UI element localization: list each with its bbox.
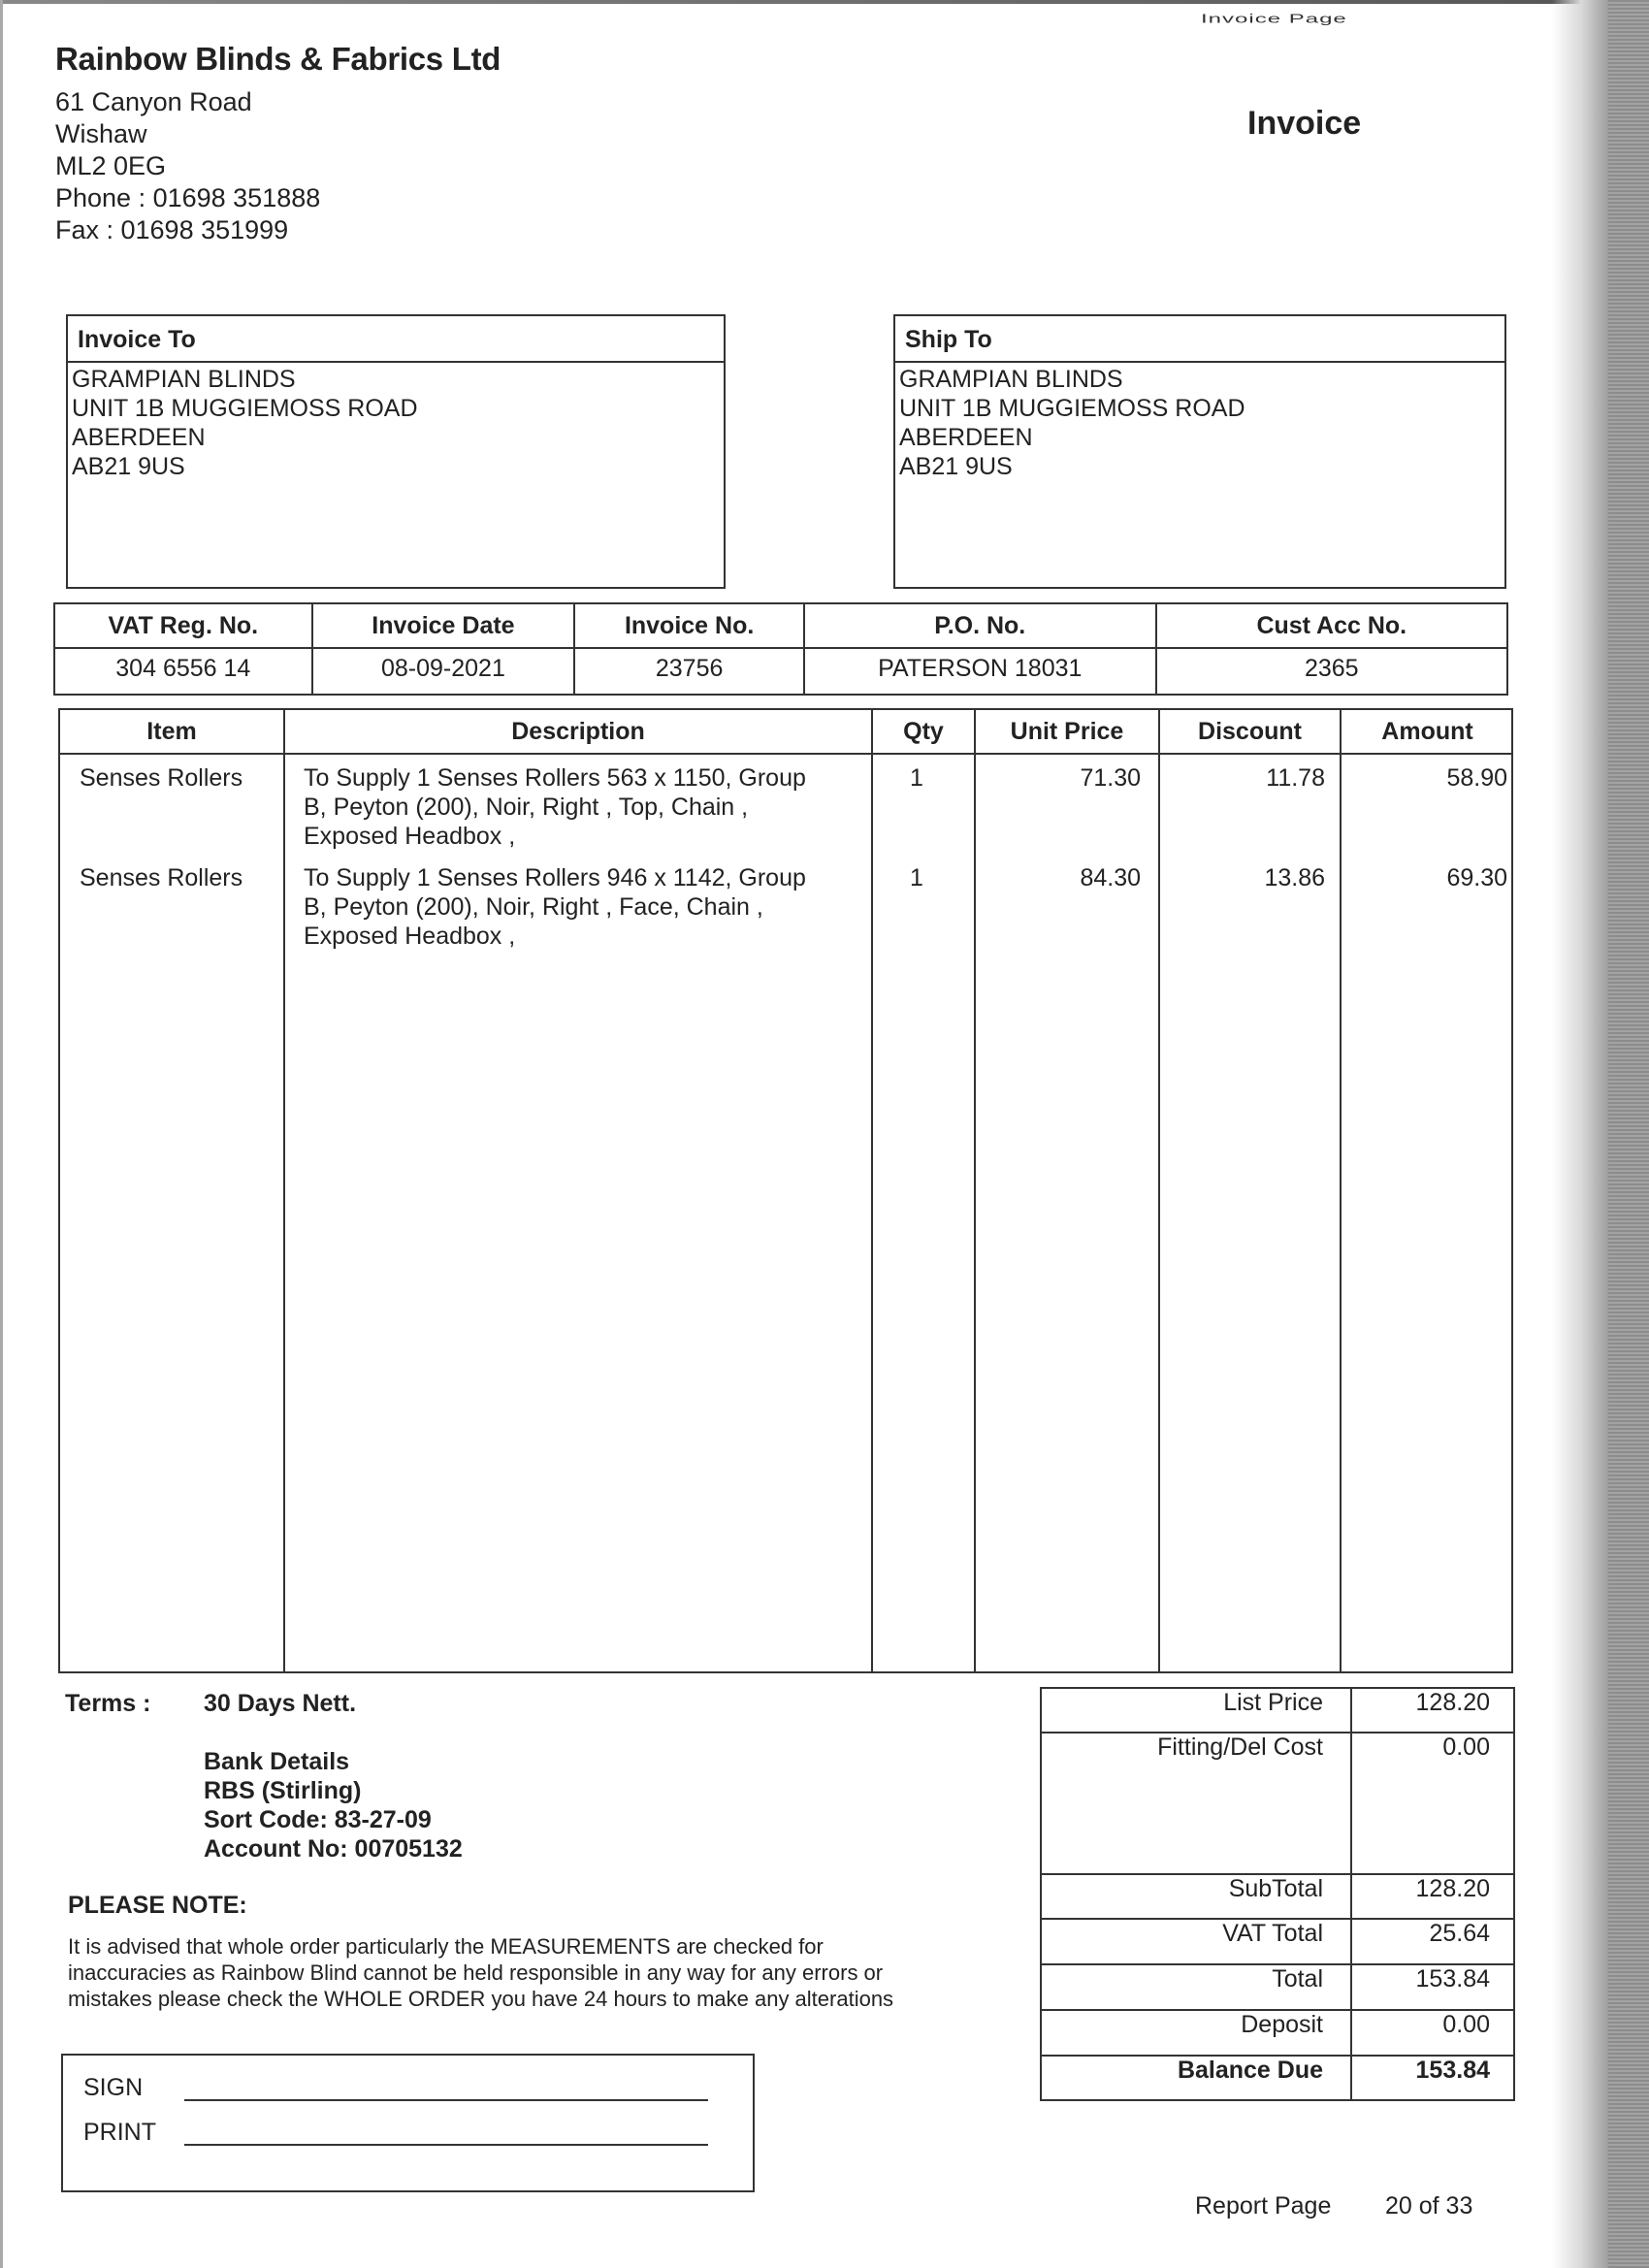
ship-to-line: AB21 9US xyxy=(899,453,1013,480)
subtotal-label: SubTotal xyxy=(1228,1875,1323,1902)
bank-details-heading: Bank Details xyxy=(204,1748,350,1775)
document-title: Invoice xyxy=(1247,105,1362,142)
totals-row-subtotal xyxy=(1040,1873,1515,1920)
totals-row-fitting xyxy=(1040,1733,1515,1875)
invoice-to-box xyxy=(66,314,726,589)
description-line: To Supply 1 Senses Rollers 563 x 1150, Group xyxy=(304,764,806,792)
description-line: To Supply 1 Senses Rollers 946 x 1142, Group xyxy=(304,864,806,891)
fitting-label: Fitting/Del Cost xyxy=(1157,1733,1323,1761)
totals-row-balance-due xyxy=(1040,2057,1515,2101)
company-fax: Fax : 01698 351999 xyxy=(55,215,289,244)
balance-due-value: 153.84 xyxy=(1415,2057,1490,2084)
ship-to-line: UNIT 1B MUGGIEMOSS ROAD xyxy=(899,395,1245,422)
vat-total-value: 25.64 xyxy=(1429,1920,1490,1947)
description-line: Exposed Headbox , xyxy=(304,923,516,950)
deposit-value: 0.00 xyxy=(1442,2011,1490,2038)
vat-reg-no: 304 6556 14 xyxy=(54,648,312,695)
item-unit-price: 84.30 xyxy=(1080,864,1141,891)
deposit-label: Deposit xyxy=(1241,2011,1323,2038)
scan-edge-right xyxy=(1608,0,1649,2268)
totals-row-deposit xyxy=(1040,2011,1515,2057)
list-price-value: 128.20 xyxy=(1415,1689,1490,1716)
vat-total-label: VAT Total xyxy=(1222,1920,1323,1947)
item-name: Senses Rollers xyxy=(80,764,243,792)
meta-header-invoice-no: Invoice No. xyxy=(574,603,804,648)
totals-row-total xyxy=(1040,1965,1515,2011)
item-amount: 69.30 xyxy=(1446,864,1507,891)
totals-divider xyxy=(1350,1965,1352,2009)
totals-divider xyxy=(1350,1689,1352,1732)
please-note-heading: PLEASE NOTE: xyxy=(68,1892,247,1919)
header-amount: Amount xyxy=(1381,718,1473,745)
note-line: inaccuracies as Rainbow Blind cannot be held responsible in any way for any errors or xyxy=(68,1960,884,1985)
invoice-meta-table xyxy=(53,602,1508,696)
header-item: Item xyxy=(146,718,197,745)
report-page-label: Report Page xyxy=(1195,2192,1332,2219)
header-description: Description xyxy=(511,718,645,745)
signature-box xyxy=(61,2054,755,2192)
meta-header-po: P.O. No. xyxy=(804,603,1156,648)
description-line: Exposed Headbox , xyxy=(304,823,516,850)
totals-row-vat xyxy=(1040,1920,1515,1965)
table-row xyxy=(60,863,1513,960)
terms-value: 30 Days Nett. xyxy=(204,1690,357,1717)
account-no: Account No: 00705132 xyxy=(204,1835,463,1863)
totals-row-list-price xyxy=(1040,1687,1515,1733)
invoice-no: 23756 xyxy=(574,648,804,695)
invoice-to-line: GRAMPIAN BLINDS xyxy=(72,366,296,393)
totals-divider xyxy=(1350,1733,1352,1873)
invoice-to-line: UNIT 1B MUGGIEMOSS ROAD xyxy=(72,395,418,422)
ship-to-box xyxy=(893,314,1506,589)
print-label: PRINT xyxy=(83,2119,156,2146)
totals-divider xyxy=(1350,2011,1352,2055)
meta-header-vat: VAT Reg. No. xyxy=(54,603,312,648)
meta-header-cust-acc: Cust Acc No. xyxy=(1156,603,1507,648)
item-discount: 13.86 xyxy=(1264,864,1325,891)
report-page-number: 20 of 33 xyxy=(1385,2192,1473,2219)
item-qty: 1 xyxy=(910,864,923,891)
description-line: B, Peyton (200), Noir, Right , Top, Chain , xyxy=(304,794,749,821)
company-name: Rainbow Blinds & Fabrics Ltd xyxy=(55,41,501,77)
item-amount: 58.90 xyxy=(1446,764,1507,792)
company-address-line: 61 Canyon Road xyxy=(55,87,252,116)
total-label: Total xyxy=(1272,1965,1323,1993)
totals-divider xyxy=(1350,1875,1352,1918)
fitting-value: 0.00 xyxy=(1442,1733,1490,1761)
sign-field[interactable] xyxy=(184,2099,708,2101)
header-discount: Discount xyxy=(1198,718,1302,745)
totals-divider xyxy=(1350,1920,1352,1963)
invoice-to-heading: Invoice To xyxy=(68,316,724,363)
ship-to-heading: Ship To xyxy=(895,316,1504,363)
ship-to-line: GRAMPIAN BLINDS xyxy=(899,366,1123,393)
list-price-label: List Price xyxy=(1223,1689,1323,1716)
total-value: 153.84 xyxy=(1415,1965,1490,1993)
note-line: mistakes please check the WHOLE ORDER you have 24 hours to make any alterations xyxy=(68,1987,894,2011)
description-line: B, Peyton (200), Noir, Right , Face, Chain , xyxy=(304,893,763,921)
scan-edge-top xyxy=(0,0,1649,4)
item-unit-price: 71.30 xyxy=(1080,764,1141,792)
invoice-to-line: ABERDEEN xyxy=(72,424,206,451)
scan-edge-left xyxy=(0,0,3,2268)
header-unit-price: Unit Price xyxy=(1010,718,1124,745)
table-row xyxy=(60,763,1513,860)
invoice-page-label: Invoice Page xyxy=(1201,12,1347,26)
subtotal-value: 128.20 xyxy=(1415,1875,1490,1902)
company-phone: Phone : 01698 351888 xyxy=(55,183,321,212)
print-field[interactable] xyxy=(184,2144,708,2146)
item-name: Senses Rollers xyxy=(80,864,243,891)
item-description xyxy=(304,763,886,851)
terms-label: Terms : xyxy=(65,1690,151,1717)
ship-to-line: ABERDEEN xyxy=(899,424,1033,451)
sort-code: Sort Code: 83-27-09 xyxy=(204,1806,432,1833)
header-qty: Qty xyxy=(903,718,944,745)
totals-divider xyxy=(1350,2057,1352,2099)
bank-name: RBS (Stirling) xyxy=(204,1777,362,1804)
company-address-line: Wishaw xyxy=(55,119,147,148)
please-note-text xyxy=(68,1933,999,2012)
item-description xyxy=(304,863,886,951)
balance-due-label: Balance Due xyxy=(1177,2057,1323,2084)
note-line: It is advised that whole order particularly the MEASUREMENTS are checked for xyxy=(68,1934,824,1959)
sign-label: SIGN xyxy=(83,2074,144,2101)
invoice-to-line: AB21 9US xyxy=(72,453,185,480)
item-discount: 11.78 xyxy=(1266,764,1325,792)
company-address-line: ML2 0EG xyxy=(55,151,167,180)
po-no: PATERSON 18031 xyxy=(804,648,1156,695)
invoice-date: 08-09-2021 xyxy=(312,648,575,695)
meta-header-date: Invoice Date xyxy=(312,603,575,648)
item-qty: 1 xyxy=(910,764,923,792)
cust-acc-no: 2365 xyxy=(1156,648,1507,695)
